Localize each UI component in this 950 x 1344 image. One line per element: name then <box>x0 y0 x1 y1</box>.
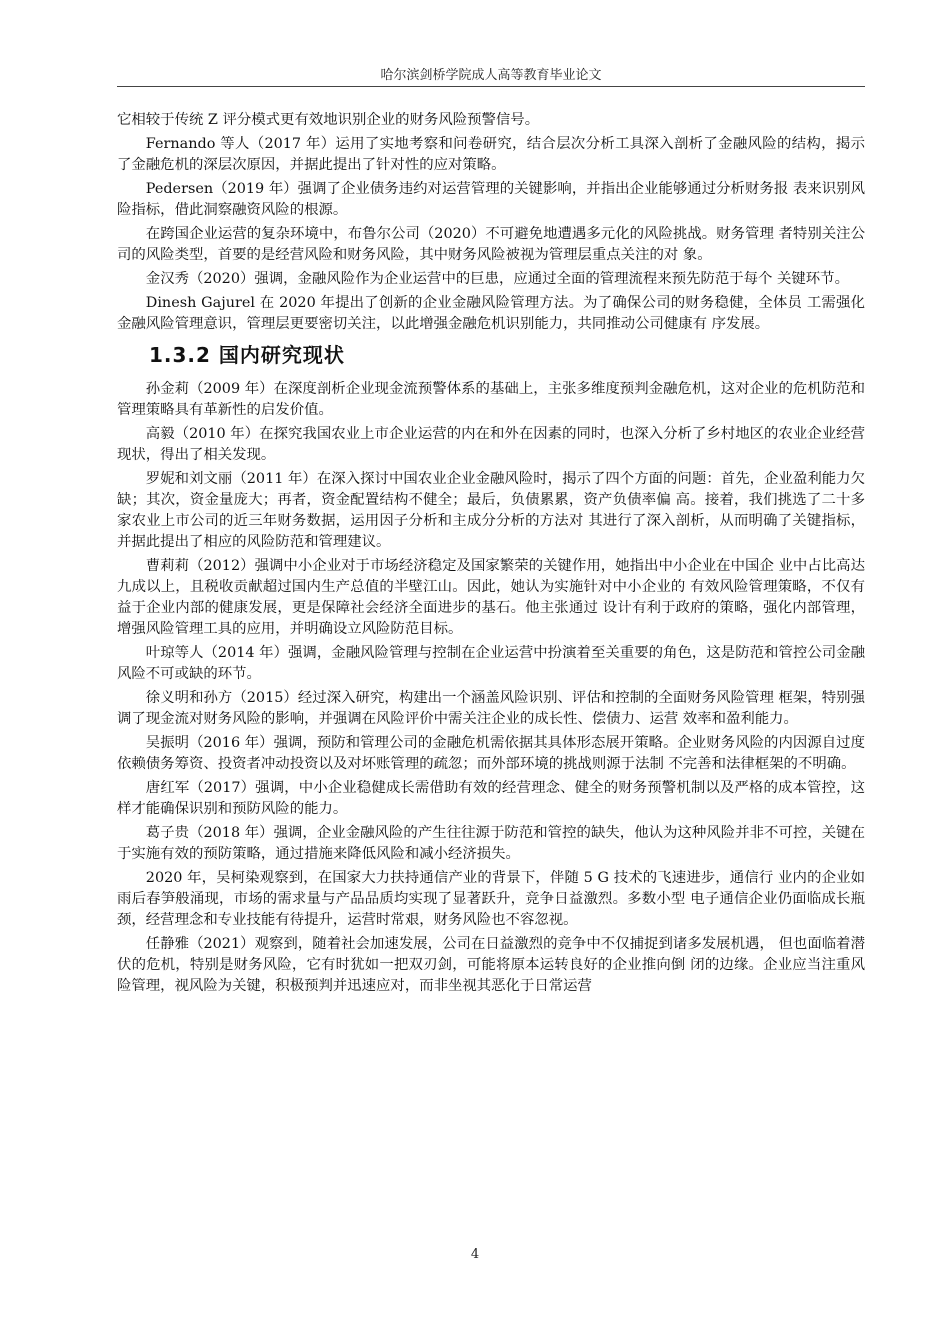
paragraph: 曹莉莉（2012）强调中小企业对于市场经济稳定及国家繁荣的关键作用，她指出中小企业在中国企 业中占比高达九成以上，且税收贡献超过国内生产总值的半壁江山。因此，她认为实施针对中小企业的 有效风险管理策略，不仅有益于企业内部的健康发展，更是保障社会经济全面进步的基石。他主张通过 设计有利于政府的策略，强化内部管理，增强风险管理工具的应用，并明确设立风险防范目标。 <box>117 558 865 637</box>
paragraph: Dinesh Gajurel 在 2020 年提出了创新的企业金融风险管理方法。为了确保公司的财务稳健，全体员 工需强化金融风险管理意识，管理层更要密切关注，以此增强金融危机识别能力，共同推动公司健康有 序发展。 <box>117 295 865 332</box>
paragraph: 它相较于传统 Z 评分模式更有效地识别企业的财务风险预警信号。 <box>117 112 540 128</box>
paragraph: 在跨国企业运营的复杂环境中，布鲁尔公司（2020）不可避免地遭遇多元化的风险挑战。财务管理 者特别关注公司的风险类型，首要的是经营风险和财务风险，其中财务风险被视为管理层重点关注的对 象。 <box>117 226 865 263</box>
paragraph: 徐义明和孙方（2015）经过深入研究，构建出一个涵盖风险识别、评估和控制的全面财务风险管理 框架，特别强调了现金流对财务风险的影响，并强调在风险评价中需关注企业的成长性、偿债力、运营 效率和盈利能力。 <box>117 690 865 727</box>
paragraph: 高毅（2010 年）在探究我国农业上市企业运营的内在和外在因素的同时，也深入分析了乡村地区的农业企业经营现状，得出了相关发现。 <box>117 426 865 463</box>
section-heading: 1.3.2 国内研究现状 <box>149 343 345 367</box>
header-divider <box>117 86 865 87</box>
paragraph: 2020 年，吴柯染观察到，在国家大力扶持通信产业的背景下，伴随 5 G 技术的飞速进步，通信行 业内的企业如雨后春笋般涌现，市场的需求量与产品品质均实现了显著跃升，竞争日益激烈。多数小型 电子通信企业仍面临成长瓶颈，经营理念和专业技能有待提升，运营时常艰，财务风险也不容忽视。 <box>117 870 865 928</box>
paragraph: 金汉秀（2020）强调，金融风险作为企业运营中的巨患，应通过全面的管理流程来预先防范于每个 关键环节。 <box>145 271 849 287</box>
paragraph: 叶琼等人（2014 年）强调，金融风险管理与控制在企业运营中扮演着至关重要的角色，这是防范和管控公司金融风险不可或缺的环节。 <box>117 645 865 682</box>
paragraph: 唐红军（2017）强调，中小企业稳健成长需借助有效的经营理念、健全的财务预警机制以及严格的成本管控，这样才能确保识别和预防风险的能力。 <box>117 780 865 817</box>
paragraph: 吴振明（2016 年）强调，预防和管理公司的金融危机需依据其具体形态展开策略。企业财务风险的内因源自过度依赖债务筹资、投资者冲动投资以及对坏账管理的疏忽；而外部环境的挑战则源于法制 不完善和法律框架的不明确。 <box>117 735 865 772</box>
page-number: 4 <box>470 1247 480 1262</box>
paragraph: 葛子贵（2018 年）强调，企业金融风险的产生往往源于防范和管控的缺失，他认为这种风险并非不可控，关键在于实施有效的预防策略，通过措施来降低风险和减小经济损失。 <box>117 825 865 862</box>
paragraph: Pedersen（2019 年）强调了企业债务违约对运营管理的关键影响，并指出企业能够通过分析财务报 表来识别风险指标，借此洞察融资风险的根源。 <box>117 181 865 218</box>
running-header: 哈尔滨剑桥学院成人高等教育毕业论文 <box>380 68 602 83</box>
paragraph: 孙金莉（2009 年）在深度剖析企业现金流预警体系的基础上，主张多维度预判金融危机，这对企业的危机防范和管理策略具有革新性的启发价值。 <box>117 381 865 418</box>
paragraph: 任静雅（2021）观察到，随着社会加速发展，公司在日益激烈的竞争中不仅捕捉到诸多发展机遇， 但也面临着潜伏的危机，特别是财务风险，它有时犹如一把双刃剑，可能将原本运转良好的企业推向倒 闭的边缘。企业应当注重风险管理，视风险为关键，积极预判并迅速应对，而非坐视其恶化于日常运营 <box>117 936 865 994</box>
page-body <box>117 110 865 1000</box>
paragraph: 罗妮和刘文丽（2011 年）在深入探讨中国农业企业金融风险时，揭示了四个方面的问题：首先，企业盈利能力欠缺；其次，资金量庞大；再者，资金配置结构不健全；最后，负债累累，资产负债率偏 高。接着，我们挑选了二十多家农业上市公司的近三年财务数据，运用因子分析和主成分分析的方法对 其进行了深入剖析，从而明确了关键指标，并据此提出了相应的风险防范和管理建议。 <box>117 471 865 550</box>
paragraph: Fernando 等人（2017 年）运用了实地考察和问卷研究，结合层次分析工具深入剖析了金融风险的结构，揭示了金融危机的深层次原因，并据此提出了针对性的应对策略。 <box>117 136 865 173</box>
